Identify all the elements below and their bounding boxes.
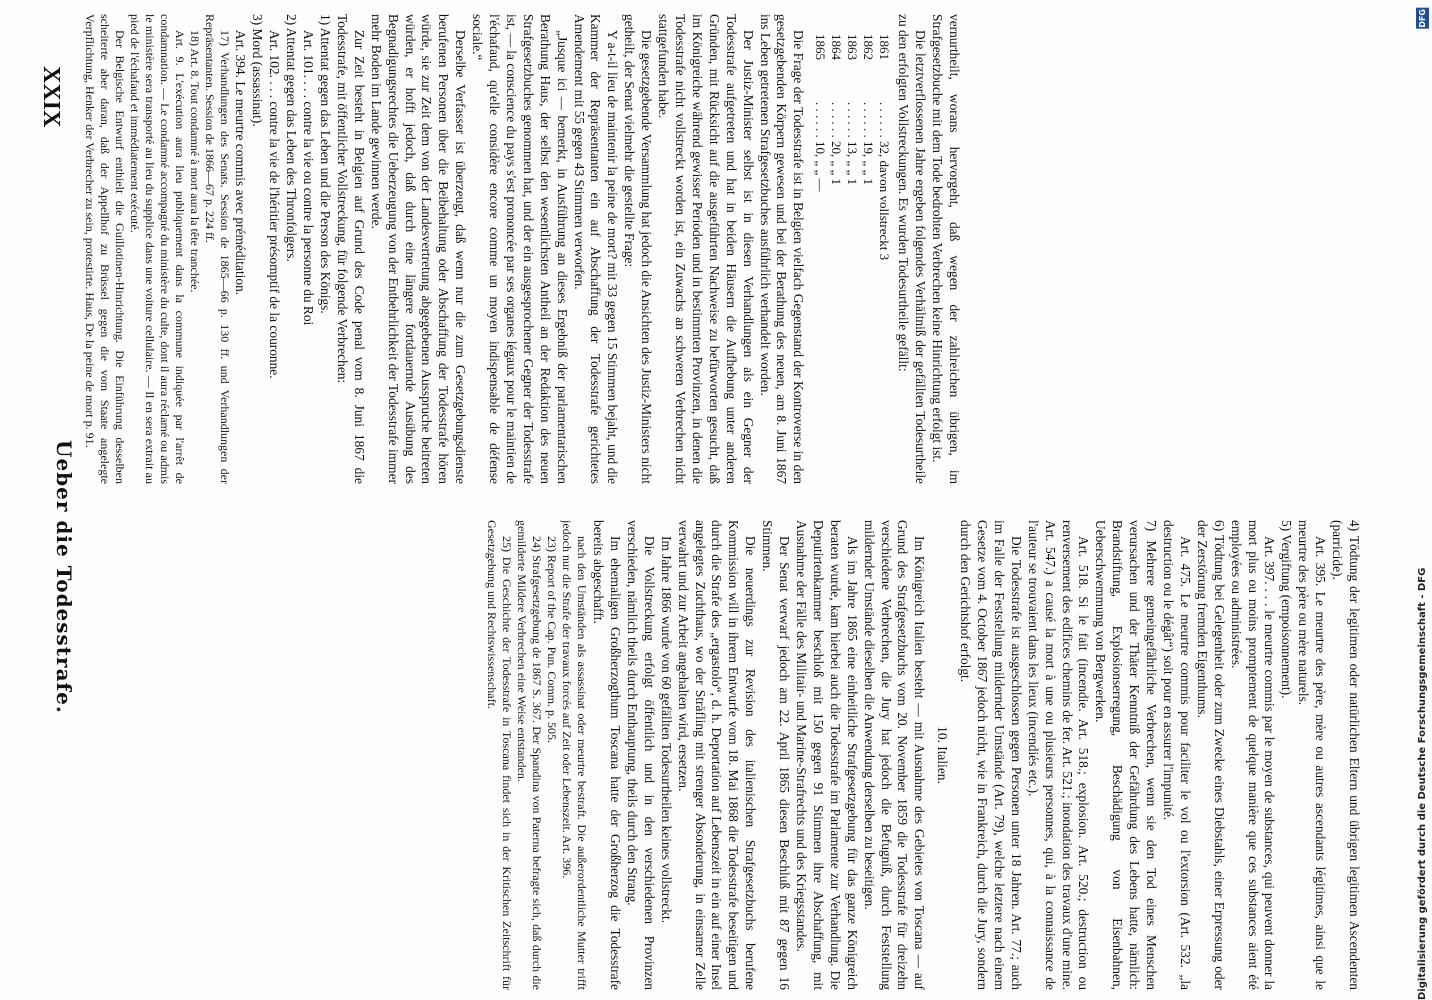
- paragraph: Derselbe Verfasser ist überzeugt, daß wenn nur die zum Gesetzgebungsdienste berufenen Personen über die Beibehaltung oder Abschaffung der Todesstrafe hören würde, sie zur Zeit dem von der Landesvertretung abgegebenen Ausspruche beitreten würden, er hofft jedoch, daß durch eine längere fortdauernde Ausübung des Begnadigungsrechtes die Ueberzeugung von der Entbehrlichkeit der Todesstrafe immer mehr Boden im Lande gewinnen werde.: [368, 14, 469, 484]
- paragraph: Art. 475. Le meurtre commis pour faciliter le vol ou l'extorsion (Art. 532. „la destruction ou le dégât“) soit pour en assurer l'impunité.: [1161, 520, 1193, 990]
- paragraph: 2) Attentat gegen das Leben des Thronfolgers.: [284, 14, 300, 262]
- stats-year: 1865: [813, 34, 829, 60]
- stats-value: . . . . . . 10, „ „ —: [813, 102, 829, 192]
- paragraph: Art. 397. . . . le meurtre commis par le moyen de substances, qui peuvent donner la mort plus ou moins promptement de quelque manière que ces substances aient été employées ou administrées.: [1228, 520, 1278, 990]
- paragraph: Die letztverflossenen Jahre ergeben folgendes Verhältniß der gefällten Todesurtheile zu den erfolgten Vollstreckungen. Es wurden Todesurtheile gefällt:: [896, 14, 929, 484]
- paragraph: Der Justiz-Minister selbst ist in diesen Verhandlungen als ein Gegner der Todesstrafe aufgetreten und hat in beiden Häusern die Aufhebung unter anderen Gründen, mit Rücksicht auf die ausgeführten Nachweise zu befürworten gesucht, daß im Königreiche während gewisser Perioden und in bestimmten Provinzen, in denen die Todesstrafe nicht vollstreckt worden ist, ein Zuwachs an schweren Verbrechen nicht stattgefunden habe.: [656, 14, 756, 484]
- stats-year: 1864: [829, 34, 845, 60]
- paragraph: 6) Tödtung bei Gelegenheit oder zum Zwecke eines Diebstahls, einer Erpressung oder der Zerstörung fremden Eigenthums.: [1194, 520, 1227, 990]
- text-column-left: [82, 14, 962, 484]
- stats-value: . . . . . . 20, „ „ 1: [829, 102, 845, 186]
- footnote: 24) Strafgesetzgebung de 1867 S. 367. Der Spandina von Paterna befragte sich, daß durch die gemilderte Mildere Verbrechen eine Weise entstanden.: [515, 520, 545, 990]
- paragraph: Zur Zeit besteht in Belgien auf Grund des Code penal vom 8. Juni 1867 die Todesstrafe, mit öffentlicher Vollstreckung, für folgende Verbrechen:: [334, 14, 367, 484]
- stats-year: 1863: [845, 34, 861, 60]
- paragraph: 4) Tödtung der legitimen oder natürlichen Eltern und übrigen legitimen Ascendenten (parricide).: [1330, 520, 1362, 990]
- paragraph: Die gesetzgebende Versammlung hat jedoch die Ansichten des Justiz-Ministers nicht getheilt, der Senat vielmehr die gestellte Frage:: [622, 14, 655, 484]
- stats-row: [828, 34, 844, 484]
- paragraph: Y a-t-il lieu de maintenir la peine de mort? mit 33 gegen 15 Stimmen bejaht, und die Kammer der Repräsentanten ein auf Abschaffung der Todesstrafe gerichtetes Amendement mit 55 gegen 43 Stimmen verworfen.: [571, 14, 621, 484]
- paragraph: Der Senat verwarf jedoch am 22. April 1865 diesen Beschluß mit 87 gegen 16 Stimmen.: [760, 520, 793, 990]
- stats-year: 1862: [861, 34, 877, 60]
- paragraph: Art. 101. . . . contre la vie ou contre la personne du Roi: [301, 30, 317, 326]
- stats-value: . . . . . . 19, „ „ 1: [861, 102, 877, 186]
- page-number: XXIX: [38, 66, 64, 128]
- footnote: 17) Verhandlungen des Senats. Session de 1865—66 p. 130 ff. und Verhandlungen der Repräsentanten. Session de 1866—67 p. 224 ff.: [202, 14, 232, 484]
- paragraph: 3) Mord (assassinat).: [250, 14, 266, 127]
- paragraph: Die Todesstrafe ist ausgeschlossen gegen Personen unter 18 Jahren. Art. 77.; auch im Falle der Feststellung mildernder Umstände (Art. 79), welche letztere nach einem Gesetze vom 4. October 1867 jedoch nicht, wie in Frankreich, durch die Jury, sondern durch den Gerichtshof erfolgt.: [958, 520, 1024, 990]
- footnote: Der Belgische Entwurf enthielt die Guillotinen-Hinrichtung. Die Einführung desselben scheiterte aber daran, daß der Appellhof zu Brüssel gegen die vom Staate angelegte Verpflichtung, Henker der Verbrecher zu sein, protestirte. Haus, De la peine de mort p. 91.: [82, 14, 127, 484]
- section-heading: 10. Italien.: [935, 726, 951, 784]
- stats-row: [860, 34, 876, 484]
- stats-row: [812, 34, 828, 484]
- digitization-credit: Digitalisierung gefördert durch die Deutsche Forschungsgemeinschaft - DFG: [1417, 567, 1428, 1000]
- paragraph: 1) Attentat gegen das Leben und die Person des Königs.: [318, 14, 333, 314]
- paragraph: Im Jahre 1866 wurde von 60 gefällten Todesurtheilen keines vollstreckt.: [658, 536, 674, 924]
- stats-value: . . . . . . 32, davon vollstreckt 3: [877, 102, 893, 261]
- paragraph: Die Vollstreckung erfolgt öffentlich und in den verschiedenen Provinzen verschieden, nämlich theils durch Enthauptung, theils durch den Strang.: [624, 520, 657, 990]
- stats-row: [876, 34, 892, 484]
- footnote: nach den Umständen als assassinat oder meurtre bestraft. Die außerordentliche Mutter trifft jedoch nur die Strafe der travaux forcés auf Zeit oder Lebenszeit. Art. 396.: [560, 520, 590, 990]
- paragraph: Im Königreich Italien besteht — mit Ausnahme des Gebietes von Toscana — auf Grund des Strafgesetzbuchs vom 20. November 1859 die Todesstrafe für dreizehn verschiedene Verbrechen, die Jury hat jedoch die Befugniß, durch Feststellung mildernder Umstände dieselben die Anwendung derselben zu beseitigen.: [861, 520, 928, 990]
- stats-row: [844, 34, 860, 484]
- paragraph: vernurtheilt, worans hervorgeht, daß wegen der zahlreichen übrigen, im Strafgesetzbuche mit dem Tode bedrohten Verbrechen keine Hinrichtung erfolgt ist.: [930, 14, 962, 484]
- paragraph: „Jusque ici — bemerkt, in Ausführung an dieses Ergebniß der parlamentarischen Berathung Haus, der selbst den wesentlichsten Antheil an der Redaktion des neuen Strafgesetzbuches genommen hat, und der ein ausgesprochener Gegner der Todesstrafe ist, — la conscience du pays s'est prononcée par ses organes légaux pour le maintien de l'échafaud, qu'elle considère encore comme un moyen indispensable de défense sociale.“: [470, 14, 570, 484]
- paragraph: Art. 394. Le meurtre commis avec préméditation.: [233, 30, 249, 296]
- sentence-statistics: [812, 34, 892, 484]
- paragraph: Art. 518. Si le fait (incendie. Art. 518.; explosion. Art. 520.; destruction ou renversement des edifices chemins de fer. Art. 521.; inondation des travaux d'une mine. Art. 547.) a causé la mort à une ou plusieurs personnes, qui, à la connaissance de l'auteur se trouvaient dans les lieux (incendiés etc.).: [1025, 520, 1092, 990]
- paragraph: 5) Vergiftung (empoisonnement).: [1279, 520, 1295, 699]
- stats-value: . . . . . . 13, „ „ 1: [845, 102, 861, 186]
- paragraph: 7) Mehrere gemeingefährliche Verbrechen, wenn sie den Tod eines Menschen verursachen und der Thäter Kenntniß der Gefährdung des Lebens hatte, nämlich: Brandstiftung, Explosionserregung, Beschädigung von Eisenbahnen, Ueberschwemmung von Bergwerken.: [1093, 520, 1160, 990]
- running-title: Ueber die Todesstrafe.: [52, 440, 76, 714]
- paragraph: Die neuerdings zur Revision des italienischen Strafgesetzbuchs berufene Kommission will in ihrem Entwurfe vom 18. Mai 1868 die Todesstrafe beseitigen und durch die Strafe des „ergastolo“, d. h. Deportation auf Lebenszeit in ein auf einer Insel angelegtes Zuchthaus, wo der Sträfling mit strenger Absonderung, in einsamer Zelle verwahrt und zur Arbeit angehalten wird, ersetzen.: [675, 520, 759, 990]
- footnote: 25) Die Geschichte der Todesstrafe in Toscana findet sich in der Kritischen Zeitschrift für Gesetzgebung und Rechtswissenschaft.: [485, 520, 515, 990]
- paragraph: Art. 395. Le meurtre des père, mère ou autres ascendants légitimes, ainsi que le meurtre des père ou mère naturels.: [1296, 520, 1329, 990]
- footnote: 18) Art. 8. Tout condamné à mort aura la tête tranchée.: [187, 30, 202, 293]
- paragraph: Als im Jahre 1865 eine einheitliche Strafgesetzgebung für das ganze Königreich beraten wurde, kam hierbei auch die Todesstrafe im Parlamente zur Verhandlung. Die Deputirtenkammer beschloß mit 150 gegen 91 Stimmen ihre Abschaffung, mit Ausnahme der Fälle des Militair- und Marine-Strafrechts und des Kriegsstandes.: [794, 520, 860, 990]
- paragraph: Die Frage der Todesstrafe ist in Belgien vielfach Gegenstand der Kontroverse in den gesetzgebenden Körpern gewesen und bei der Berathung des neuen, am 8. Juni 1867 ins Leben getretenen Strafgesetzbuches ausführlich verhandelt worden.: [757, 14, 807, 484]
- footnote: 23) Report of the Cap. Pun. Comm. p. 505.: [545, 536, 560, 743]
- footnote: Art. 9. L'exécution aura lieu publiquement dans la commune indiquée par l'arrêt de condamnation. — Le condamné accompagné du ministère du culte, dont il aura réclamé ou admis le ministère sera transporté au lieu du supplice dans une voiture cellulaire. — Il en sera extrait au pied de l'échafaud et immédiatement exécuté.: [127, 14, 187, 484]
- stats-year: 1861: [877, 34, 893, 60]
- text-column-right: [92, 520, 1362, 990]
- dfg-logo: DFG: [1418, 9, 1427, 28]
- paragraph: Art. 102. . . . contre la vie de l'héritier présomptif de la couronne.: [267, 30, 283, 379]
- paragraph: Im ehemaligen Großherzogthum Toscana hatte der Großherzog die Todesstrafe bereits abgeschafft.: [591, 520, 624, 990]
